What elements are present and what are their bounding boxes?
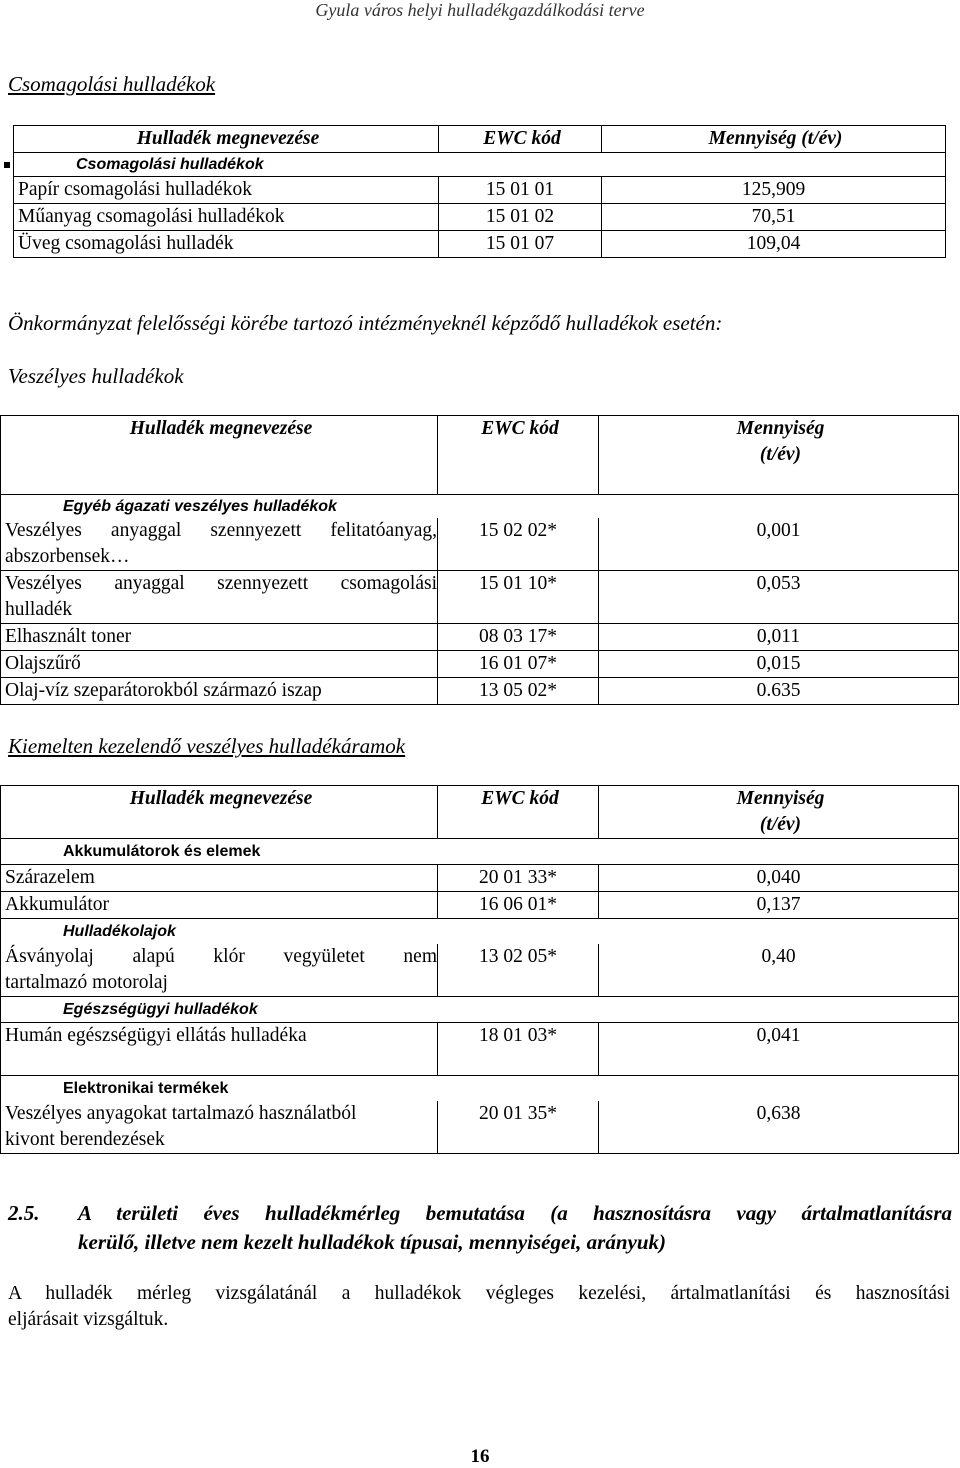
cell-quantity: 125,909 xyxy=(602,177,946,204)
cell-ewc: 15 01 07 xyxy=(439,231,602,258)
table-header-row xyxy=(1,786,959,839)
cell-name: Üveg csomagolási hulladék xyxy=(14,231,439,258)
category-row xyxy=(1,839,959,865)
section-title-priority-hazardous: Kiemelten kezelendő veszélyes hulladékáramok xyxy=(8,734,406,758)
cell-ewc: 20 01 33* xyxy=(438,865,599,892)
packaging-waste-table xyxy=(13,125,946,258)
cell-name: Elhasznált toner xyxy=(1,624,438,651)
section-heading-line2: kerülő, illetve nem kezelt hulladékok típusai, mennyiségei, arányuk) xyxy=(78,1230,666,1254)
cell-ewc: 08 03 17* xyxy=(438,624,599,651)
cell-ewc: 16 01 07* xyxy=(438,651,599,678)
table-row xyxy=(14,177,946,204)
table-row xyxy=(1,651,959,678)
cell-ewc: 15 02 02* xyxy=(438,518,599,571)
cell-name: Olaj-víz szeparátorokból származó iszap xyxy=(1,678,438,705)
table-header-row xyxy=(14,126,946,153)
table-row xyxy=(1,1101,959,1154)
table-row xyxy=(1,865,959,892)
table-row xyxy=(14,231,946,258)
column-header-quantity: Mennyiség (t/év) xyxy=(599,416,959,495)
cell-quantity: 0,041 xyxy=(599,1023,959,1076)
column-header-name: Hulladék megnevezése xyxy=(14,126,439,153)
cell-quantity: 0,040 xyxy=(599,865,959,892)
table-row xyxy=(1,892,959,919)
column-header-ewc: EWC kód xyxy=(438,416,599,495)
cell-quantity: 0,015 xyxy=(599,651,959,678)
cell-quantity: 0,40 xyxy=(599,944,959,997)
cell-name: Akkumulátor xyxy=(1,892,438,919)
cell-name: Műanyag csomagolási hulladékok xyxy=(14,204,439,231)
section-title-hazardous: Veszélyes hulladékok xyxy=(8,364,184,388)
column-header-name: Hulladék megnevezése xyxy=(1,416,438,495)
page-header: Gyula város helyi hulladékgazdálkodási terve xyxy=(315,0,645,20)
hazardous-waste-table xyxy=(0,415,959,705)
category-row xyxy=(1,919,959,945)
cell-quantity: 0,001 xyxy=(599,518,959,571)
cell-quantity: 109,04 xyxy=(602,231,946,258)
section-number: 2.5. xyxy=(8,1201,40,1225)
paragraph-line2: eljárásait vizsgáltuk. xyxy=(8,1309,169,1330)
column-header-ewc: EWC kód xyxy=(438,786,599,839)
cell-quantity: 0,638 xyxy=(599,1101,959,1154)
section-heading-line1: A területi éves hulladékmérleg bemutatása (a hasznosításra vagy ártalmatlanításra xyxy=(78,1201,952,1225)
cell-quantity: 0,137 xyxy=(599,892,959,919)
cell-quantity: 70,51 xyxy=(602,204,946,231)
category-row xyxy=(1,495,959,519)
category-label: Egyéb ágazati veszélyes hulladékok xyxy=(63,498,337,515)
cell-name: Szárazelem xyxy=(1,865,438,892)
cell-ewc: 18 01 03* xyxy=(438,1023,599,1076)
cell-ewc: 15 01 01 xyxy=(439,177,602,204)
column-header-name: Hulladék megnevezése xyxy=(1,786,438,839)
category-label: Elektronikai termékek xyxy=(63,1080,229,1097)
cell-ewc: 15 01 02 xyxy=(439,204,602,231)
table-row xyxy=(1,624,959,651)
cell-name: Papír csomagolási hulladékok xyxy=(14,177,439,204)
cell-ewc: 15 01 10* xyxy=(438,571,599,624)
cell-quantity: 0,011 xyxy=(599,624,959,651)
table-row xyxy=(1,518,959,571)
cell-ewc: 16 06 01* xyxy=(438,892,599,919)
cell-ewc: 13 02 05* xyxy=(438,944,599,997)
section-title-packaging: Csomagolási hulladékok xyxy=(8,72,216,96)
cell-quantity: 0.635 xyxy=(599,678,959,705)
cell-name: Veszélyes anyaggal szennyezett csomagolási hulladék xyxy=(1,571,438,624)
category-label: Egészségügyi hulladékok xyxy=(63,1001,258,1018)
cell-name: Ásványolaj alapú klór vegyületet nem tartalmazó motorolaj xyxy=(1,944,438,997)
table-row xyxy=(1,1023,959,1076)
category-label: Akkumulátorok és elemek xyxy=(63,843,261,860)
cell-name: Veszélyes anyagokat tartalmazó használatból kivont berendezések xyxy=(1,1101,438,1154)
bullet-icon xyxy=(4,162,10,168)
table-row xyxy=(1,571,959,624)
page-number: 16 xyxy=(470,1446,490,1467)
category-label: Csomagolási hulladékok xyxy=(18,156,264,173)
category-label: Hulladékolajok xyxy=(63,923,176,940)
table-row xyxy=(1,678,959,705)
cell-ewc: 13 05 02* xyxy=(438,678,599,705)
cell-name: Olajszűrő xyxy=(1,651,438,678)
table-row xyxy=(14,204,946,231)
cell-name: Veszélyes anyaggal szennyezett felitatóanyag, abszorbensek… xyxy=(1,518,438,571)
cell-ewc: 20 01 35* xyxy=(438,1101,599,1154)
category-row xyxy=(1,1076,959,1102)
column-header-quantity: Mennyiség (t/év) xyxy=(599,786,959,839)
category-row xyxy=(1,997,959,1023)
table-row xyxy=(1,944,959,997)
cell-quantity: 0,053 xyxy=(599,571,959,624)
intro-text: Önkormányzat felelősségi körébe tartozó intézményeknél képződő hulladékok esetén: xyxy=(8,311,723,335)
paragraph-line1: A hulladék mérleg vizsgálatánál a hulladékok végleges kezelési, ártalmatlanítási és hasznosítási xyxy=(8,1283,950,1304)
column-header-ewc: EWC kód xyxy=(439,126,602,153)
table-header-row xyxy=(1,416,959,495)
cell-name: Humán egészségügyi ellátás hulladéka xyxy=(1,1023,438,1076)
priority-hazardous-table xyxy=(0,785,959,1154)
column-header-quantity: Mennyiség (t/év) xyxy=(602,126,946,153)
category-row xyxy=(14,153,946,177)
